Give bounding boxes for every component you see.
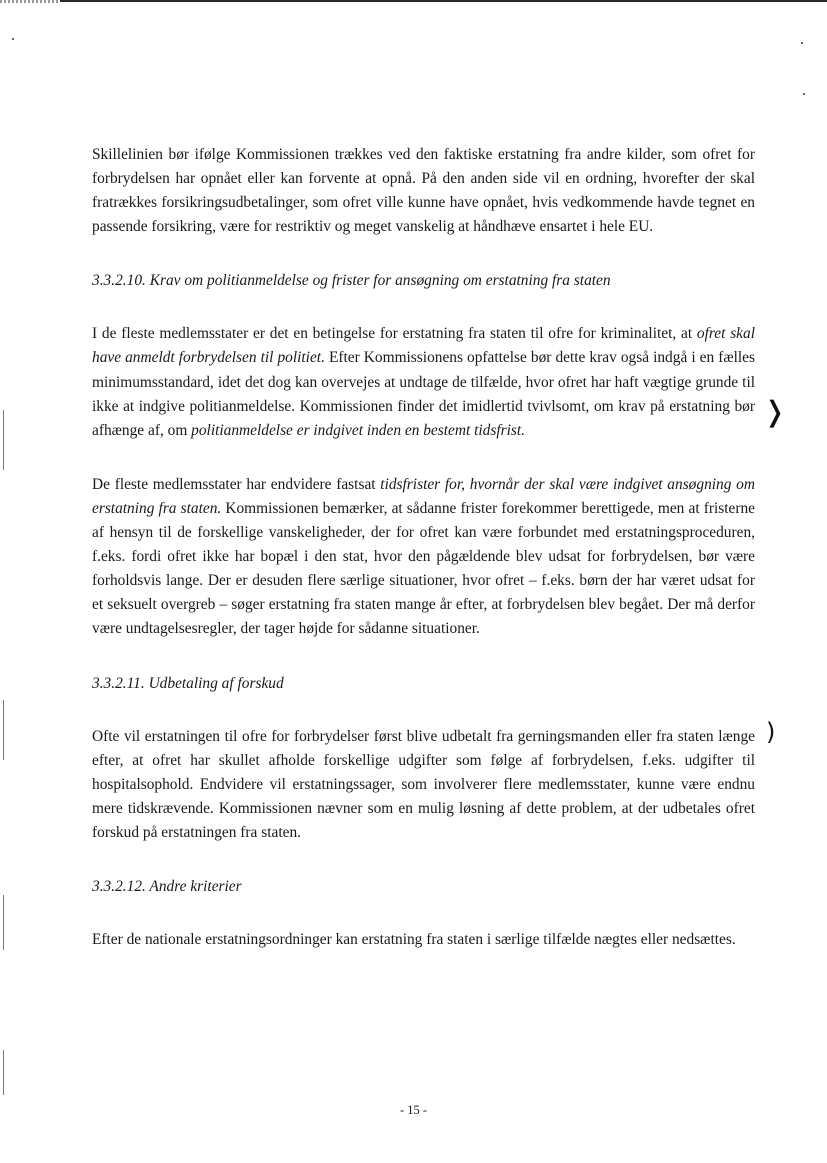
top-scan-rule bbox=[0, 0, 827, 2]
text-run: Efter Kommissionens opfattelse bør dette krav også indgå i en fælles minimumsstandard, idet det dog kan overvejes at undtage de tilfælde, hvor ofret har haft vægtige grunde til ikke at indgive politianmeldelse. Kommissionen finder det imidlertid tvivlsomt, om krav på erstatning bør afhænge af, om bbox=[92, 349, 755, 439]
section-heading-3-3-2-10: 3.3.2.10. Krav om politianmeldelse og frister for ansøgning om erstatning fra staten bbox=[92, 272, 611, 290]
scan-speck bbox=[803, 93, 805, 95]
emphasis-text: tidsfrister for, hvornår der skal være indgivet ansøgning om erstatning fra staten. bbox=[92, 475, 755, 517]
scan-edge-mark bbox=[3, 1050, 4, 1095]
paragraph-skillelinien: Skillelinien bør ifølge Kommissionen trækkes ved den faktiske erstatning fra andre kilder, som ofret for forbrydelsen har opnået eller kan forvente at opnå. På den anden side vil en ordning, hvorefter der skal fratrækkes forsikringsudbetalinger, som ofret ville kunne have opnået, hvis vedkommende havde tegnet en passende forsikring, være for restriktiv og meget vanskelig at håndhæve ensartet i hele EU. bbox=[92, 146, 755, 236]
emphasis-text: ofret skal have anmeldt forbrydelsen til politiet. bbox=[92, 325, 755, 367]
hole-punch-mark: ) bbox=[766, 718, 776, 746]
paragraph-politianmeldelse bbox=[92, 322, 755, 442]
scan-edge-mark bbox=[3, 410, 4, 470]
section-heading-3-3-2-12: 3.3.2.12. Andre kriterier bbox=[92, 877, 242, 895]
paragraph-forskud: Ofte vil erstatningen til ofre for forbrydelser først blive udbetalt fra gerningsmanden eller fra staten længe efter, at ofret har skullet afholde forskellige udgifter som følge af forbrydelsen, f.eks. udgifter til hospitalsophold. Endvidere vil erstatningssager, som involverer flere medlemsstater, kunne være endnu mere tidskrævende. Kommissionen nævner som en mulig løsning af dette problem, at der udbetales ofret forskud på erstatningen fra staten. bbox=[92, 727, 755, 841]
hole-punch-mark: ❭ bbox=[763, 395, 787, 428]
paragraph-tidsfrister bbox=[92, 473, 755, 642]
scan-edge-mark bbox=[3, 700, 4, 760]
document-body bbox=[92, 143, 755, 952]
scan-edge-mark bbox=[3, 895, 4, 950]
text-run: De fleste medlemsstater har endvidere fastsat bbox=[92, 475, 381, 493]
scan-speck bbox=[801, 42, 803, 44]
top-scan-rule-dashed bbox=[0, 0, 60, 3]
text-run: Kommissionen bemærker, at sådanne frister forekommer berettigede, men at fristerne af hensyn til de forskellige vanskeligheder, der for ofret kan være forbundet med erstatningsproceduren, f.eks. fordi ofret ikke har bopæl i den stat, hvor den pågældende blev udsat for forbrydelsen, bør være forholdsvis lange. Der er desuden flere særlige situationer, hvor ofret – f.eks. børn der har været udsat for et seksuelt overgreb – søger erstatning fra staten mange år efter, at forbrydelsen blev begået. Der må derfor være undtagelsesregler, der tager højde for sådanne situationer. bbox=[92, 499, 755, 638]
emphasis-text: politianmeldelse er indgivet inden en bestemt tidsfrist. bbox=[191, 421, 525, 439]
section-heading-3-3-2-11: 3.3.2.11. Udbetaling af forskud bbox=[92, 674, 284, 692]
page-number: - 15 - bbox=[399, 1103, 428, 1117]
paragraph-andre-kriterier: Efter de nationale erstatningsordninger kan erstatning fra staten i særlige tilfælde nægtes eller nedsættes. bbox=[92, 930, 736, 948]
scan-speck bbox=[12, 38, 14, 40]
text-run: I de fleste medlemsstater er det en betingelse for erstatning fra staten til ofre for kriminalitet, at bbox=[92, 325, 697, 343]
